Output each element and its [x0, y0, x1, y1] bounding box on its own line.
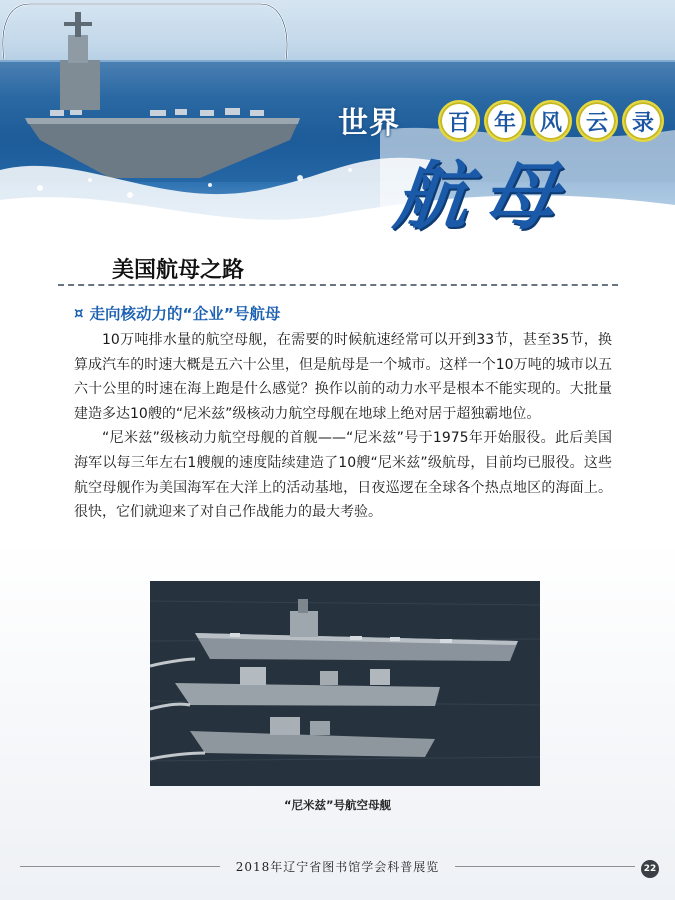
title-frame-outline [0, 0, 290, 70]
title-bubble: 年 [484, 100, 526, 142]
title-bubble-group [438, 100, 664, 142]
article-body [74, 328, 612, 525]
article-subtitle-text: 走向核动力的“企业”号航母 [89, 305, 281, 323]
photo-caption: “尼米兹”号航空母舰 [283, 798, 392, 812]
paragraph: 10万吨排水量的航空母舰，在需要的时候航速经常可以开到33节，甚至35节，换算成汽车的时速大概是五六十公里，但是航母是一个城市。这样一个10万吨的城市以五六十公里的时速在海上跑是什么感觉？换作以前的动力水平是根本不能实现的。大批量建造多达10艘的“尼米兹”级核动力航空母舰在地球上绝对居于超独霸地位。 [74, 332, 612, 422]
header-banner [0, 0, 675, 255]
footer [0, 856, 675, 876]
footer-text: 2018年辽宁省图书馆学会科普展览 [235, 860, 440, 874]
ship-photo [150, 581, 540, 786]
title-main: 航母 [389, 154, 575, 240]
title-bubble: 风 [530, 100, 572, 142]
article-subtitle [74, 302, 280, 324]
title-bubble: 百 [438, 100, 480, 142]
page-number: 22 [641, 860, 659, 878]
title-prefix: 世界 [338, 106, 400, 141]
bullet-mark-icon: ¤ [74, 304, 84, 322]
ship-photo-illustration [150, 581, 540, 786]
title-bubble: 录 [622, 100, 664, 142]
title-bubble: 云 [576, 100, 618, 142]
section-title: 美国航母之路 [112, 257, 245, 283]
section-divider [58, 284, 618, 286]
paragraph: “尼米兹”级核动力航空母舰的首舰——“尼米兹”号于1975年开始服役。此后美国海军以每三年左右1艘舰的速度陆续建造了10艘“尼米兹”级航母，目前均已服役。这些航空母舰作为美国海军在大洋上的活动基地，日夜巡逻在全球各个热点地区的海面上。很快，它们就迎来了对自己作战能力的最大考验。 [74, 430, 612, 521]
